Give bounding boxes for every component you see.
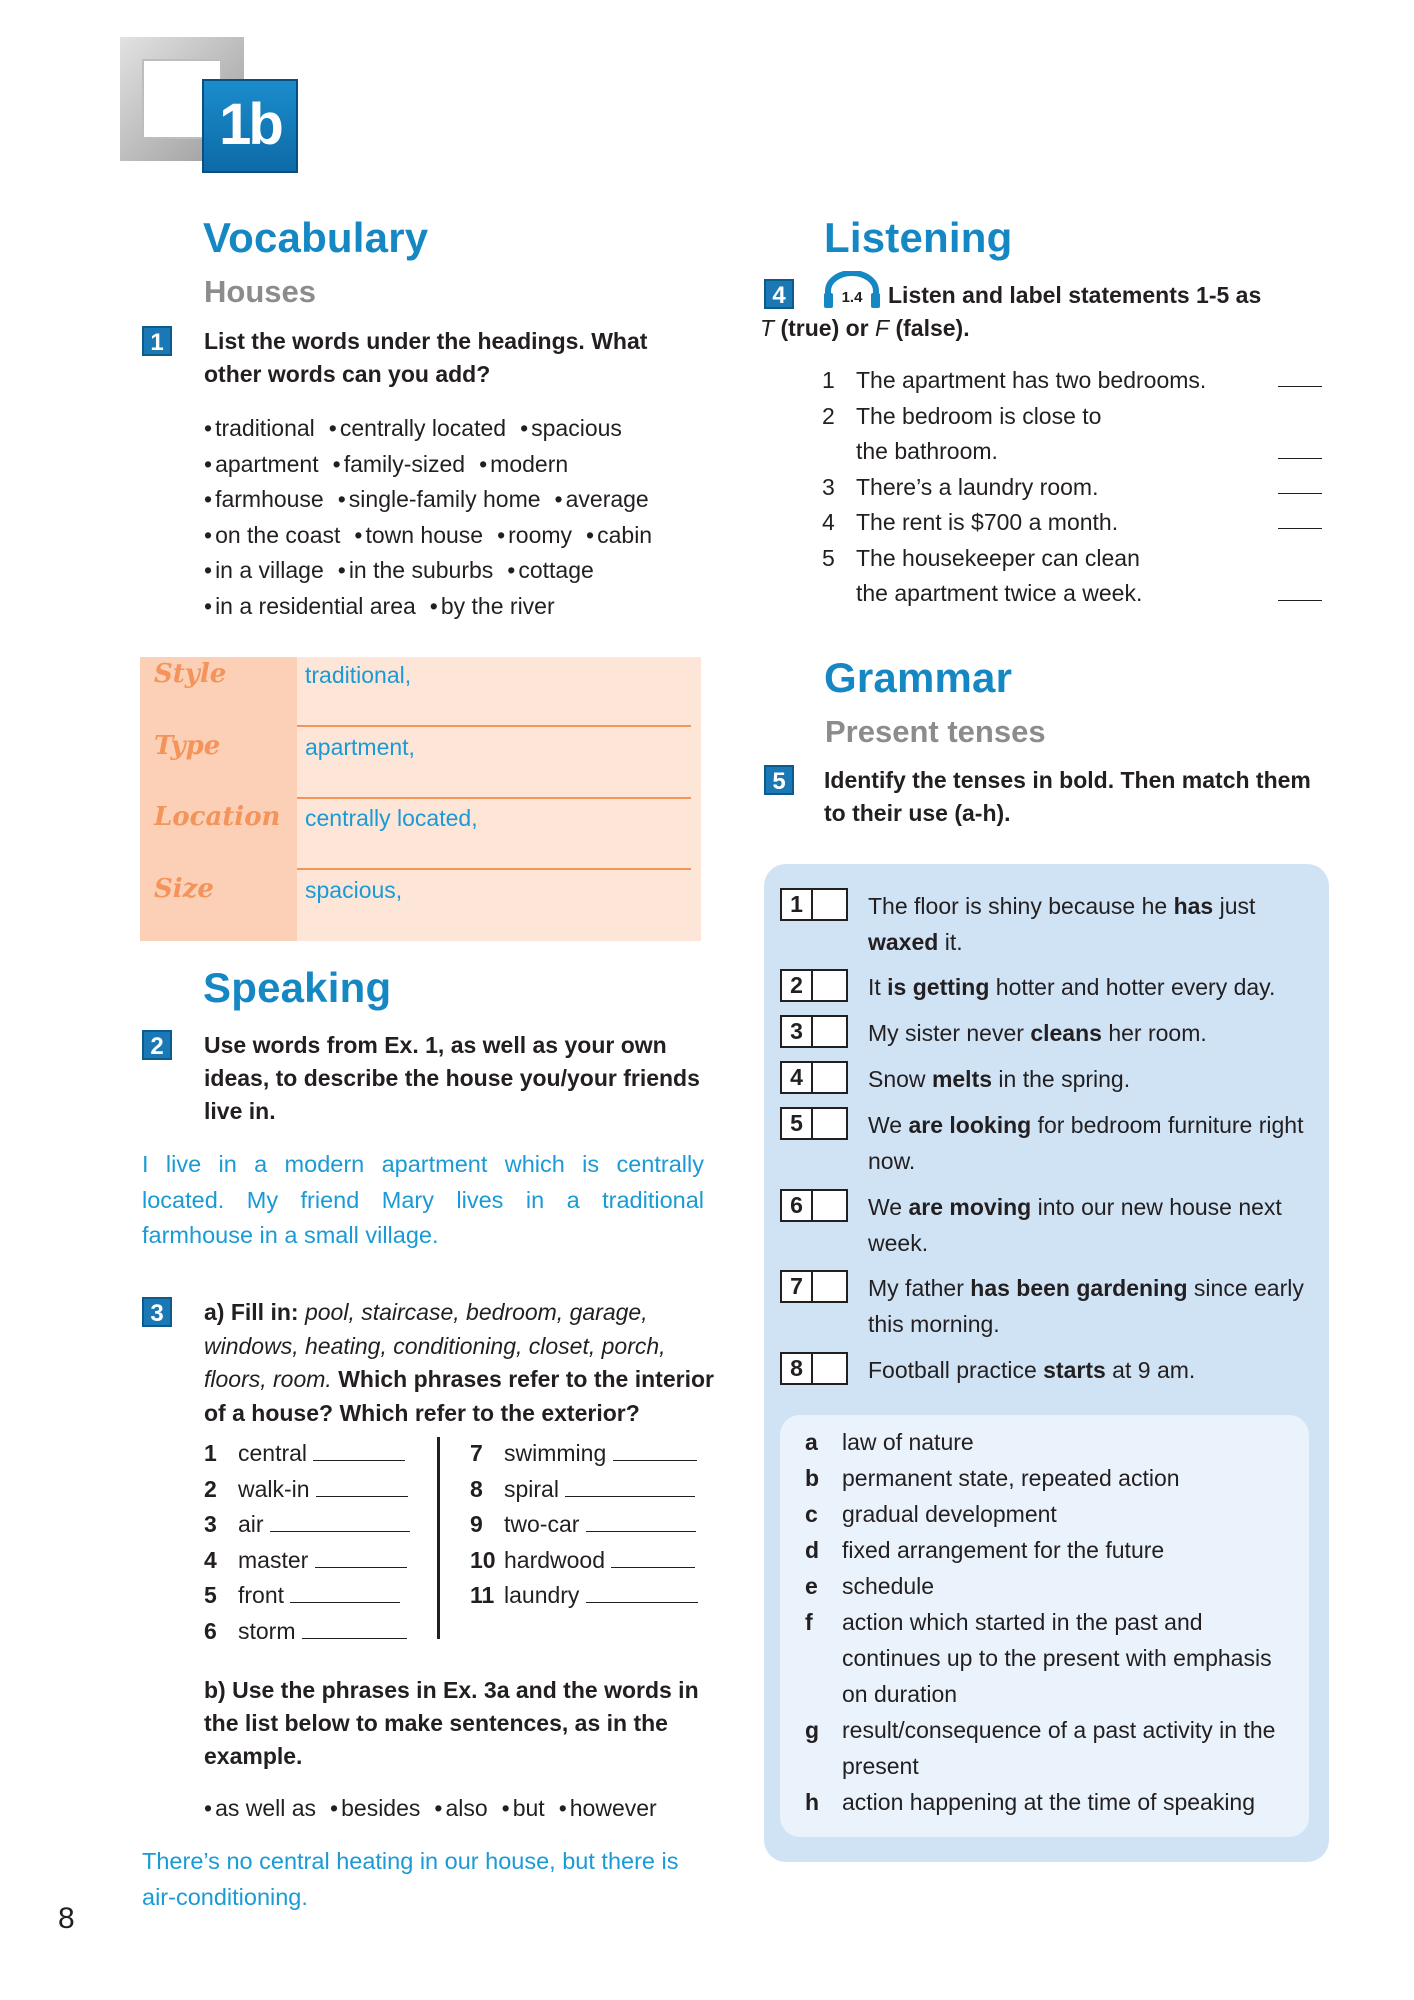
sentence-text: The floor is shiny because he has just waxed it. [868, 893, 1256, 955]
phrase-number: 3 [204, 1511, 217, 1537]
sentence-item [780, 969, 1308, 1005]
use-letter: h [805, 1789, 820, 1815]
phrase-word: central [238, 1440, 308, 1466]
phrase-word: air [238, 1511, 264, 1537]
phrase-word: swimming [504, 1440, 607, 1466]
phrase-word: hardwood [504, 1546, 606, 1573]
answer-blank[interactable] [1278, 541, 1322, 601]
sentence-number: 8 [782, 1354, 813, 1383]
linker-item: • however [559, 1791, 657, 1827]
fill-in-label: Fill in: [230, 1299, 299, 1325]
exercise-number: 2 [142, 1030, 172, 1060]
phrase-item [204, 1507, 414, 1543]
word-item: • roomy [497, 518, 572, 554]
sentence-number-box[interactable] [780, 1107, 848, 1140]
word-item: • single-family home [338, 482, 541, 518]
linker-list [204, 1791, 724, 1827]
sentence-item [780, 1061, 1308, 1097]
phrase-item [470, 1578, 710, 1614]
exercise-number: 1 [142, 326, 172, 356]
linker-item: • as well as [204, 1791, 316, 1827]
word-item: • centrally located [329, 411, 506, 447]
exercise-number: 5 [764, 765, 794, 795]
phrase-word: spiral [504, 1475, 559, 1502]
exercise-3b-instruction: b) Use the phrases in Ex. 3a and the words in the list below to make sentences, as in the example. [204, 1677, 699, 1769]
use-letter: g [805, 1717, 820, 1743]
word-item: • family-sized [333, 447, 465, 483]
fill-in-words: pool, staircase, bedroom, garage, windows, heating, conditioning, closet, porch, floors, room. [204, 1299, 666, 1392]
phrase-item [204, 1472, 414, 1508]
sentence-number-box[interactable] [780, 1015, 848, 1048]
sentence-text: We are looking for bedroom furniture right now. [868, 1112, 1304, 1174]
word-line [204, 447, 724, 483]
word-item: • farmhouse [204, 482, 324, 518]
sentence-text: It is getting hotter and hotter every day. [868, 974, 1276, 1000]
table-row-value: spacious, [305, 877, 403, 903]
answer-blank[interactable] [1278, 399, 1322, 459]
sentence-number: 2 [782, 971, 813, 1000]
phrase-item [204, 1614, 414, 1650]
table-row-divider [297, 797, 691, 799]
phrase-item [470, 1436, 710, 1472]
phrase-word: walk-in [238, 1475, 310, 1502]
statement-item [822, 541, 1322, 612]
use-item [805, 1532, 1302, 1568]
speaking-title: Speaking [203, 964, 392, 1011]
phrase-list-divider [437, 1437, 440, 1639]
phrase-number: 8 [470, 1475, 483, 1502]
word-item: • spacious [520, 411, 622, 447]
sentence-text: Snow melts in the spring. [868, 1066, 1131, 1092]
grammar-subtitle: Present tenses [825, 714, 1046, 749]
exercise-4-instruction [760, 279, 1304, 345]
sentence-item [780, 1352, 1308, 1388]
table-row-value: centrally located, [305, 805, 478, 831]
word-list [204, 411, 724, 624]
phrase-list-right [470, 1436, 710, 1614]
statement-item [822, 470, 1322, 506]
phrase-number: 11 [470, 1582, 495, 1608]
statement-line: The apartment has two bedrooms. [856, 367, 1207, 393]
exercise-3a-label: a) [204, 1299, 225, 1325]
listening-title: Listening [824, 214, 1013, 261]
statement-line: the bathroom. [856, 438, 998, 464]
sentence-item [780, 1270, 1308, 1342]
statement-item [822, 399, 1322, 470]
vocabulary-table [140, 657, 701, 941]
phrase-number: 4 [204, 1546, 217, 1573]
exercise-1-instruction: List the words under the headings. What other words can you add? [204, 328, 648, 387]
word-item: • in a village [204, 553, 324, 589]
table-row-label: Style [154, 659, 227, 689]
statement-line: the apartment twice a week. [856, 580, 1143, 606]
unit-label: 1b [219, 92, 281, 157]
table-row [140, 872, 701, 943]
table-row-label: Type [154, 731, 221, 761]
grammar-title: Grammar [824, 654, 1013, 701]
sentence-item [780, 1107, 1308, 1179]
table-row-value: apartment, [305, 734, 415, 760]
statement-number: 1 [822, 367, 835, 393]
use-item [805, 1460, 1302, 1496]
phrase-item [470, 1543, 710, 1579]
use-letter: c [805, 1501, 818, 1527]
use-text: action which started in the past and continues up to the present with emphasis on duration [842, 1609, 1272, 1707]
sentence-number-box[interactable] [780, 1061, 848, 1094]
statement-item [822, 505, 1322, 541]
statement-number: 5 [822, 544, 835, 571]
phrase-word: two-car [504, 1511, 580, 1537]
vocabulary-title: Vocabulary [203, 214, 429, 261]
sentence-item [780, 1015, 1308, 1051]
linker-item: • besides [330, 1791, 420, 1827]
statement-list [822, 363, 1322, 612]
use-item [805, 1784, 1302, 1820]
table-row-value: traditional, [305, 662, 412, 688]
phrase-word: laundry [504, 1582, 580, 1608]
exercise-3b-answer: There’s no central heating in our house, but there is air-conditioning. [142, 1848, 679, 1910]
use-item [805, 1424, 1302, 1460]
sentence-number: 7 [782, 1272, 813, 1301]
word-line [204, 482, 724, 518]
phrase-number: 6 [204, 1617, 217, 1644]
page-number: 8 [58, 1902, 75, 1935]
word-item: • in the suburbs [338, 553, 494, 589]
use-letter: d [805, 1537, 820, 1563]
use-text: fixed arrangement for the future [842, 1537, 1165, 1563]
linker-item: • also [434, 1791, 487, 1827]
word-item: • apartment [204, 447, 319, 483]
true-letter: T [760, 315, 775, 341]
statement-number: 2 [822, 402, 835, 429]
use-letter: a [805, 1429, 818, 1455]
sentence-number-box[interactable] [780, 969, 848, 1002]
phrase-item [204, 1436, 414, 1472]
word-item: • town house [354, 518, 483, 554]
phrase-word: front [238, 1582, 285, 1608]
exercise-2-answer: I live in a modern apartment which is centrally located. My friend Mary lives in a traditional farmhouse in a small village. [142, 1151, 704, 1248]
table-row [140, 657, 701, 728]
use-text: schedule [842, 1573, 935, 1599]
linker-item: • but [502, 1791, 545, 1827]
sentence-text: We are moving into our new house next week. [868, 1194, 1282, 1256]
phrase-number: 10 [470, 1546, 496, 1573]
phrase-item [470, 1507, 710, 1543]
statement-number: 4 [822, 509, 835, 535]
word-item: • in a residential area [204, 589, 416, 625]
sentence-number: 3 [782, 1017, 813, 1046]
use-text: action happening at the time of speaking [842, 1789, 1256, 1815]
statement-line: There’s a laundry room. [856, 473, 1099, 500]
statement-line: The housekeeper can clean [856, 544, 1140, 571]
use-text: result/consequence of a past activity in the present [842, 1717, 1276, 1779]
exercise-3a-question: Which phrases refer to the interior of a house? Which refer to the exterior? [204, 1366, 714, 1426]
answer-blank[interactable] [1278, 363, 1322, 387]
sentence-number: 1 [782, 890, 813, 919]
phrase-number: 1 [204, 1440, 217, 1466]
use-item [805, 1568, 1302, 1604]
phrase-word: master [238, 1546, 309, 1573]
sentence-text: Football practice starts at 9 am. [868, 1357, 1196, 1383]
answer-blank[interactable] [1278, 505, 1322, 529]
phrase-item [470, 1472, 710, 1508]
use-text: permanent state, repeated action [842, 1465, 1180, 1491]
sentence-number-box[interactable] [780, 888, 848, 921]
sentence-number-box[interactable] [780, 1189, 848, 1222]
table-row-divider [297, 725, 691, 727]
statement-item [822, 363, 1322, 399]
exercise-5-instruction: Identify the tenses in bold. Then match them to their use (a-h). [824, 767, 1311, 826]
use-letter: f [805, 1609, 813, 1635]
false-label: (false). [895, 315, 970, 341]
false-letter: F [875, 315, 890, 341]
table-row [140, 800, 701, 871]
phrase-number: 5 [204, 1582, 217, 1608]
use-text: gradual development [842, 1501, 1057, 1527]
word-item: • traditional [204, 411, 315, 447]
word-item: • modern [479, 447, 568, 483]
sentence-number: 6 [782, 1191, 813, 1220]
phrase-number: 9 [470, 1511, 483, 1537]
phrase-item [204, 1543, 414, 1579]
sentence-item [780, 1189, 1308, 1261]
statement-line: The bedroom is close to [856, 402, 1102, 429]
word-item: • on the coast [204, 518, 340, 554]
sentence-number-box[interactable] [780, 1352, 848, 1385]
exercise-3a-instruction [204, 1296, 714, 1430]
table-row-divider [297, 868, 691, 870]
phrase-number: 2 [204, 1475, 217, 1502]
phrase-word: storm [238, 1617, 296, 1644]
unit-badge [120, 37, 298, 173]
word-line [204, 589, 724, 625]
sentence-text: My father has been gardening since early this morning. [868, 1275, 1304, 1337]
sentence-item [780, 888, 1308, 960]
phrase-list-left [204, 1436, 414, 1649]
true-label: (true) or [780, 315, 869, 341]
statement-line: The rent is $700 a month. [856, 509, 1119, 535]
word-line [204, 518, 724, 554]
sentence-number: 4 [782, 1063, 813, 1092]
table-row-label: Location [154, 802, 281, 832]
use-item [805, 1604, 1302, 1712]
phrase-number: 7 [470, 1440, 483, 1466]
word-item: • average [555, 482, 649, 518]
track-number: 1.4 [841, 289, 863, 306]
phrase-item [204, 1578, 414, 1614]
exercise-4-instruction-main: Listen and label statements 1-5 as [888, 282, 1262, 308]
sentence-number-box[interactable] [780, 1270, 848, 1303]
answer-blank[interactable] [1278, 470, 1322, 494]
use-item [805, 1496, 1302, 1532]
vocabulary-subtitle: Houses [204, 274, 316, 309]
word-line [204, 553, 724, 589]
use-item [805, 1712, 1302, 1784]
word-item: • cottage [507, 553, 594, 589]
use-text: law of nature [842, 1429, 974, 1455]
table-row [140, 729, 701, 800]
word-item: • cabin [586, 518, 652, 554]
exercise-number: 3 [142, 1297, 172, 1327]
exercise-2-instruction: Use words from Ex. 1, as well as your own ideas, to describe the house you/your friends live in. [204, 1032, 700, 1124]
exercise-number: 4 [764, 279, 794, 309]
table-row-label: Size [154, 874, 214, 904]
word-item: • by the river [430, 589, 555, 625]
use-letter: b [805, 1465, 820, 1491]
sentence-number: 5 [782, 1109, 813, 1138]
word-line [204, 411, 724, 447]
use-letter: e [805, 1573, 818, 1599]
sentence-text: My sister never cleans her room. [868, 1020, 1207, 1046]
statement-number: 3 [822, 473, 835, 500]
